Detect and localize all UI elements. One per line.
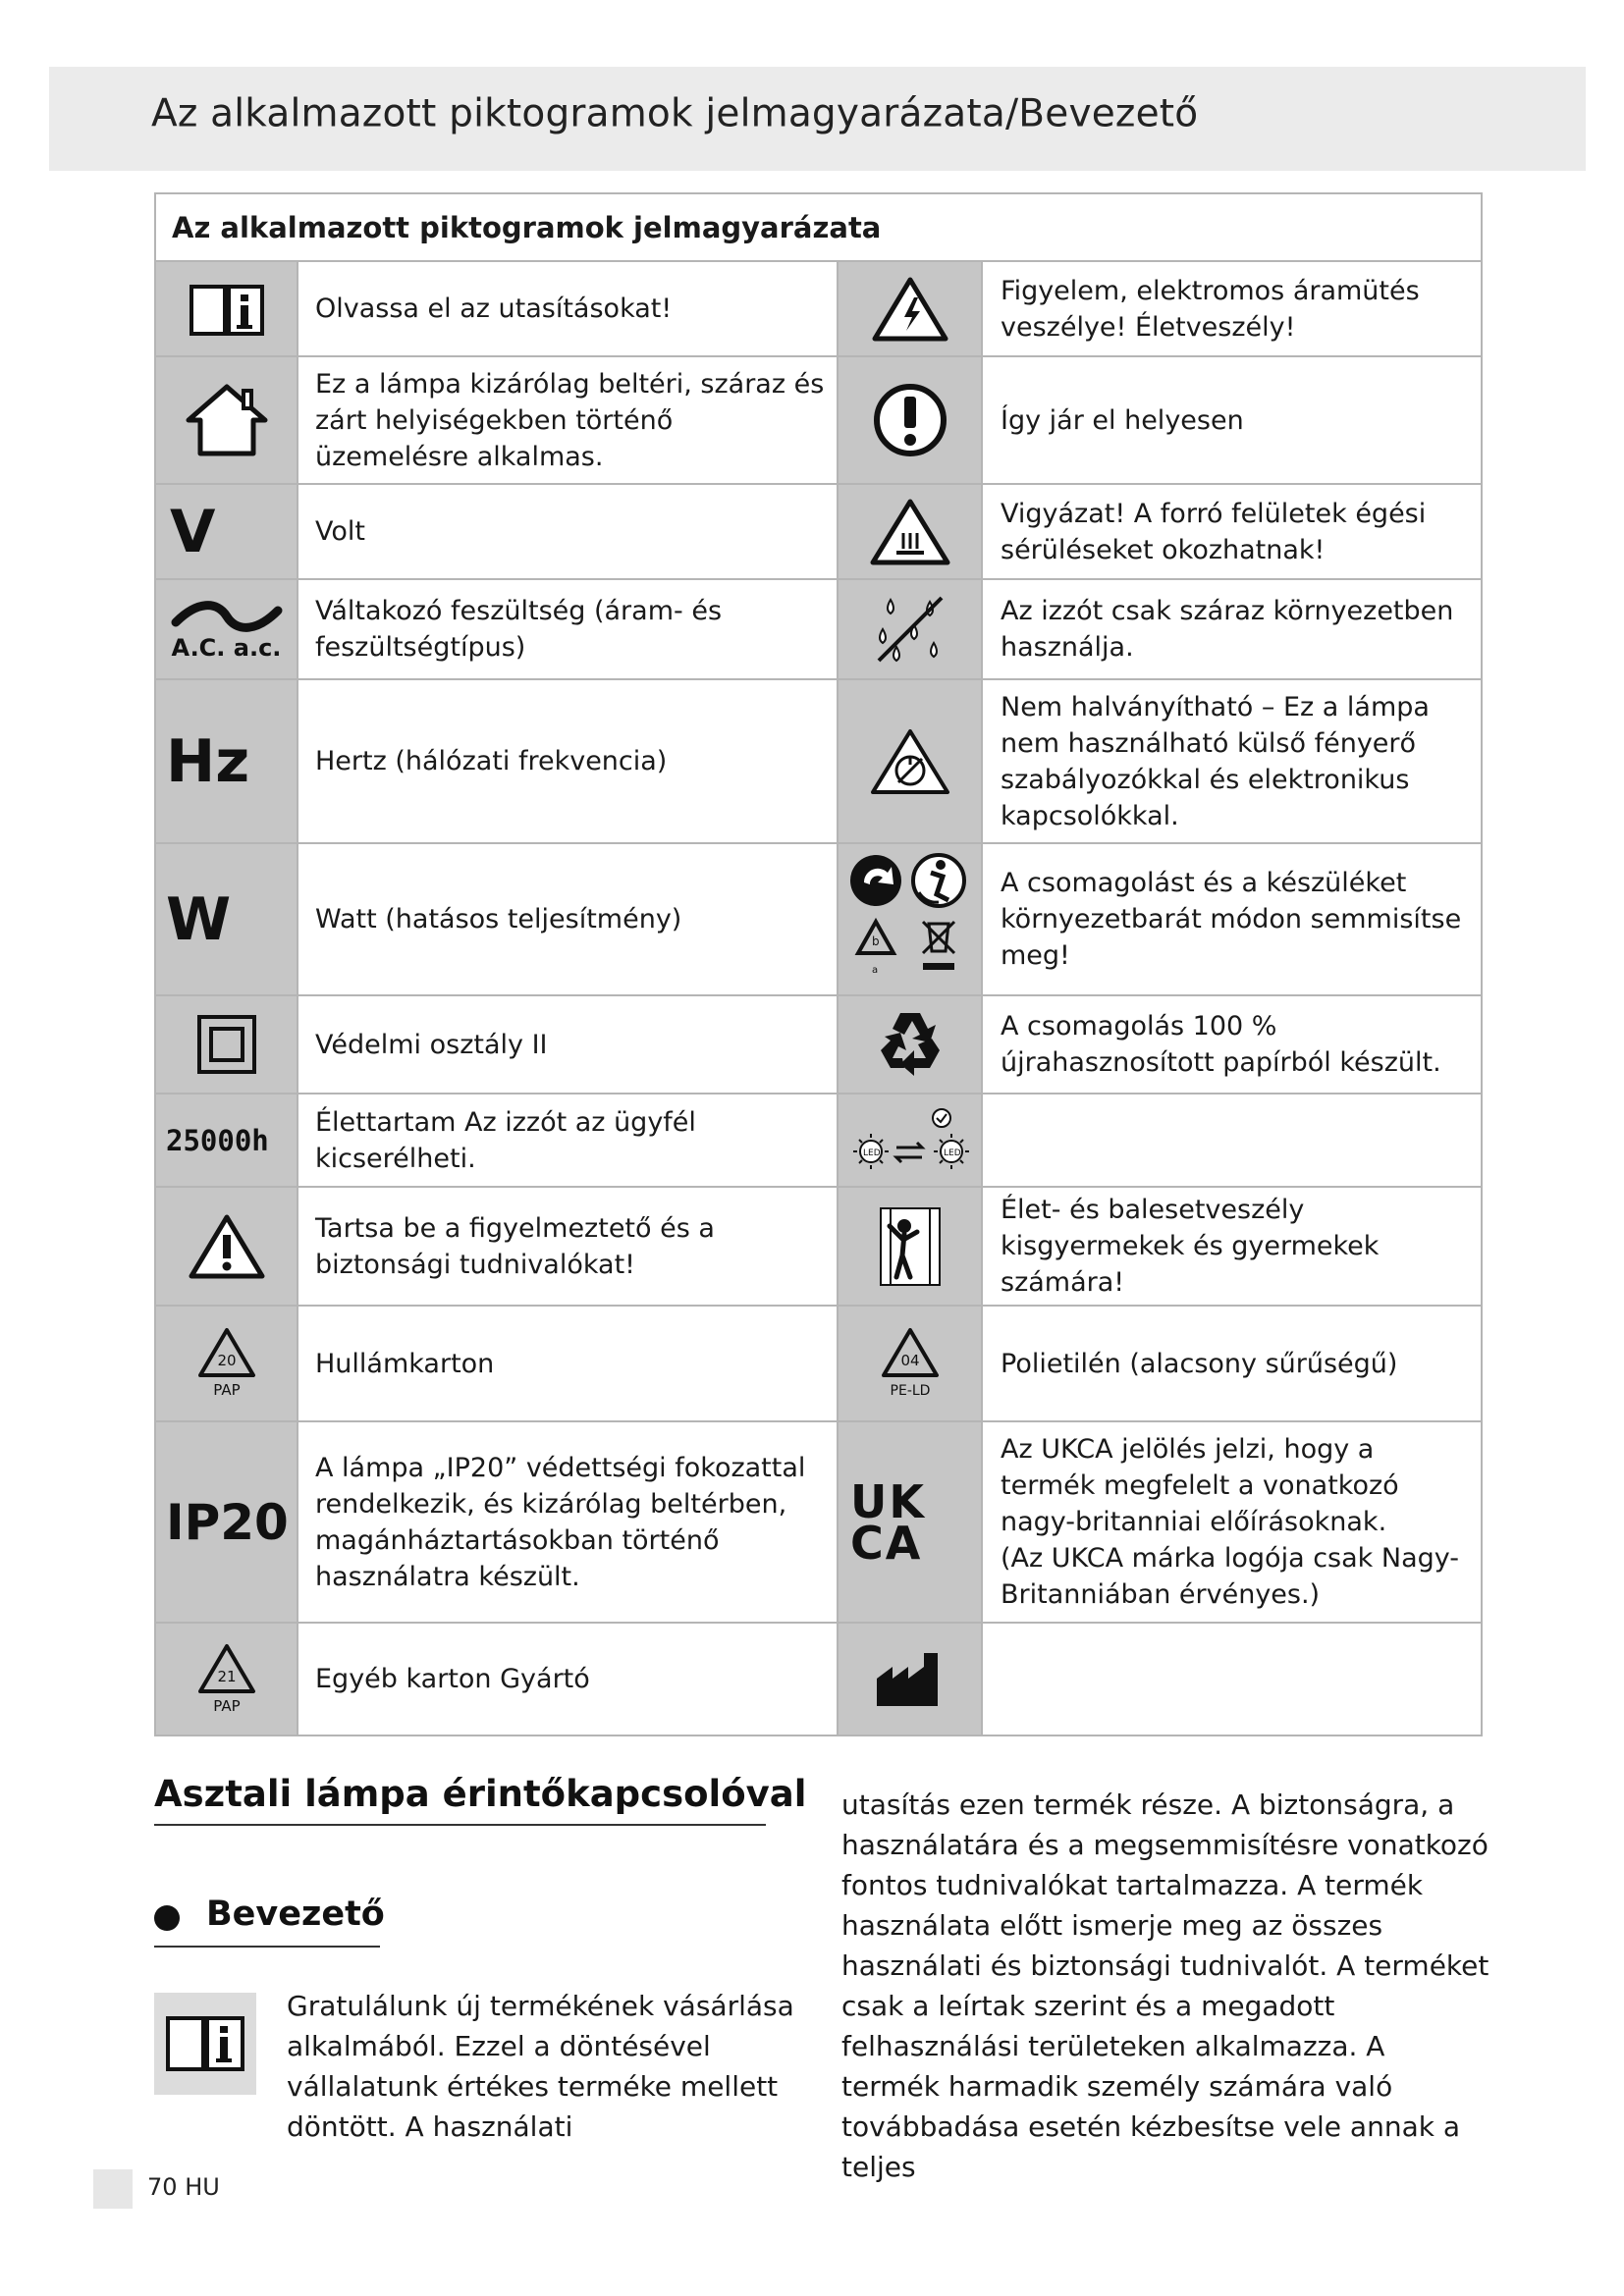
table-row (155, 995, 1482, 1094)
electric-shock-warning-icon (838, 261, 982, 356)
legend-text: Volt (298, 484, 838, 579)
lifetime-hours-icon (155, 1094, 298, 1187)
recycle-a-label: a (871, 964, 878, 976)
header-band (49, 67, 1586, 171)
pictogram-legend-table (154, 192, 1483, 1736)
legend-text: Ez a lámpa kizárólag beltéri, száraz és zárt helyiségekben történő üzemelésre alkalmas. (298, 356, 838, 484)
legend-text: Egyéb karton Gyártó (298, 1623, 838, 1735)
recycling-code-material: PAP (212, 1381, 241, 1399)
legend-text: Védelmi osztály II (298, 995, 838, 1094)
hertz-symbol-label: Hz (166, 726, 250, 796)
warning-triangle-icon (155, 1187, 298, 1306)
legend-text: Watt (hatásos teljesítmény) (298, 843, 838, 995)
bullet-dot-icon (154, 1905, 180, 1931)
page-footer (147, 2173, 220, 2201)
hertz-symbol-icon (155, 679, 298, 843)
legend-text (982, 1421, 1482, 1623)
legend-text-empty (982, 1094, 1482, 1187)
replaceable-led-icon (838, 1094, 982, 1187)
table-row (155, 1623, 1482, 1735)
watt-symbol-icon (155, 843, 298, 995)
hot-surface-warning-icon (838, 484, 982, 579)
legend-text: Így jár el helyesen (982, 356, 1482, 484)
ip20-symbol-label: IP20 (166, 1493, 289, 1551)
dry-environment-only-icon (838, 579, 982, 679)
not-dimmable-icon (838, 679, 982, 843)
page-marker (93, 2169, 133, 2209)
recycled-paper-icon (838, 995, 982, 1094)
table-row (155, 484, 1482, 579)
read-instructions-icon (155, 261, 298, 356)
section-heading: Asztali lámpa érintőkapcsolóval (154, 1773, 807, 1815)
recycling-code-number: 20 (216, 1352, 237, 1369)
legend-text: A csomagolást és a készüléket környezetbarát módon semmisítse meg! (982, 843, 1482, 995)
exclamation-circle-icon (838, 356, 982, 484)
legend-text: A lámpa „IP20” védettségi fokozattal rendelkezik, és kizárólag beltérben, magánháztartásokban történő használatra készült. (298, 1421, 838, 1623)
legend-text: Vigyázat! A forró felületek égési sérüléseket okozhatnak! (982, 484, 1482, 579)
recycling-pap-21-icon (155, 1623, 298, 1735)
ukca-mark-line-2: CA (850, 1516, 923, 1570)
legend-text: Tartsa be a figyelmeztető és a biztonsági tudnivalókat! (298, 1187, 838, 1306)
table-row (155, 261, 1482, 356)
subheading-underline (154, 1946, 380, 1948)
led-label-right: LED (943, 1148, 961, 1158)
table-row (155, 1094, 1482, 1187)
ukca-mark-icon (838, 1421, 982, 1623)
subsection-heading: Bevezető (206, 1895, 385, 1934)
recycling-code-material: PAP (212, 1696, 241, 1715)
led-label-left: LED (862, 1148, 881, 1158)
legend-text: Nem halványítható – Ez a lámpa nem használható külső fényerő szabályozókkal és elektronikus kapcsolókkal. (982, 679, 1482, 843)
intro-paragraph-left: Gratulálunk új termékének vásárlása alkalmából. Ezzel a döntésével vállalatunk értékes terméke mellett döntött. A használati (287, 1990, 794, 2143)
ukca-mark-line-1: UK (850, 1474, 926, 1528)
table-row (155, 679, 1482, 843)
indoor-use-house-icon (155, 356, 298, 484)
legend-text: Élettartam Az izzót az ügyfél kicserélheti. (298, 1094, 838, 1187)
volt-symbol-label: V (170, 497, 216, 566)
recycling-pe-ld-04-icon (838, 1306, 982, 1421)
legend-text: A csomagolás 100 % újrahasznosított papírból készült. (982, 995, 1482, 1094)
legend-text: Olvassa el az utasításokat! (298, 261, 838, 356)
legend-text: Az izzót csak száraz környezetben használja. (982, 579, 1482, 679)
recycling-pap-20-icon (155, 1306, 298, 1421)
table-row (155, 356, 1482, 484)
environmental-disposal-icon (838, 843, 982, 995)
legend-text-empty (982, 1623, 1482, 1735)
lifetime-hours-label: 25000h (166, 1123, 269, 1157)
legend-text: Váltakozó feszültség (áram- és feszültségtípus) (298, 579, 838, 679)
table-row (155, 1306, 1482, 1421)
legend-text-line-1: Az UKCA jelölés jelzi, hogy a termék megfelelt a vonatkozó nagy-britanniai előírásoknak. (1001, 1434, 1399, 1537)
recycle-b-label: b (871, 934, 880, 948)
legend-text: Hullámkarton (298, 1306, 838, 1421)
recycling-code-material: PE-LD (890, 1383, 930, 1399)
legend-text: Élet- és balesetveszély kisgyermekek és gyermekek számára! (982, 1187, 1482, 1306)
page-title: Az alkalmazott piktogramok jelmagyarázata/Bevezető (151, 91, 1199, 136)
ip20-symbol-icon (155, 1421, 298, 1623)
legend-title: Az alkalmazott piktogramok jelmagyarázata (155, 193, 1482, 261)
read-instructions-icon (154, 1993, 256, 2095)
legend-text: Polietilén (alacsony sűrűségű) (982, 1306, 1482, 1421)
page-language: HU (185, 2173, 220, 2201)
table-row (155, 579, 1482, 679)
intro-paragraph-right: utasítás ezen termék része. A biztonságra, a használatára és a megsemmisítésre vonatkozó fontos tudnivalókat tartalmazza. A termék használata előtt ismerje meg az összes használati és biztonsági tudnivalót. A terméket csak a leírtak szerint és a megadott felhasználási területeken alkalmazza. A termék harmadik személy számára való továbbadása esetén kézbesítse vele annak a teljes (841, 1789, 1489, 2183)
table-row (155, 843, 1482, 995)
legend-text: Figyelem, elektromos áramütés veszélye! Életveszély! (982, 261, 1482, 356)
child-danger-icon (838, 1187, 982, 1306)
ac-label: A.C. a.c. (171, 634, 282, 662)
heading-underline (154, 1824, 766, 1826)
manufacturer-factory-icon (838, 1623, 982, 1735)
volt-symbol-icon (155, 484, 298, 579)
protection-class-ii-icon (155, 995, 298, 1094)
legend-text-line-2: (Az UKCA márka logója csak Nagy-Britanniában érvényes.) (1001, 1543, 1460, 1610)
legend-text: Hertz (hálózati frekvencia) (298, 679, 838, 843)
page-number: 70 (147, 2173, 178, 2201)
table-row (155, 1187, 1482, 1306)
recycling-code-number: 21 (216, 1667, 237, 1685)
recycling-code-number: 04 (899, 1352, 920, 1369)
table-row (155, 1421, 1482, 1623)
alternating-current-icon (155, 579, 298, 679)
watt-symbol-label: W (166, 884, 232, 954)
